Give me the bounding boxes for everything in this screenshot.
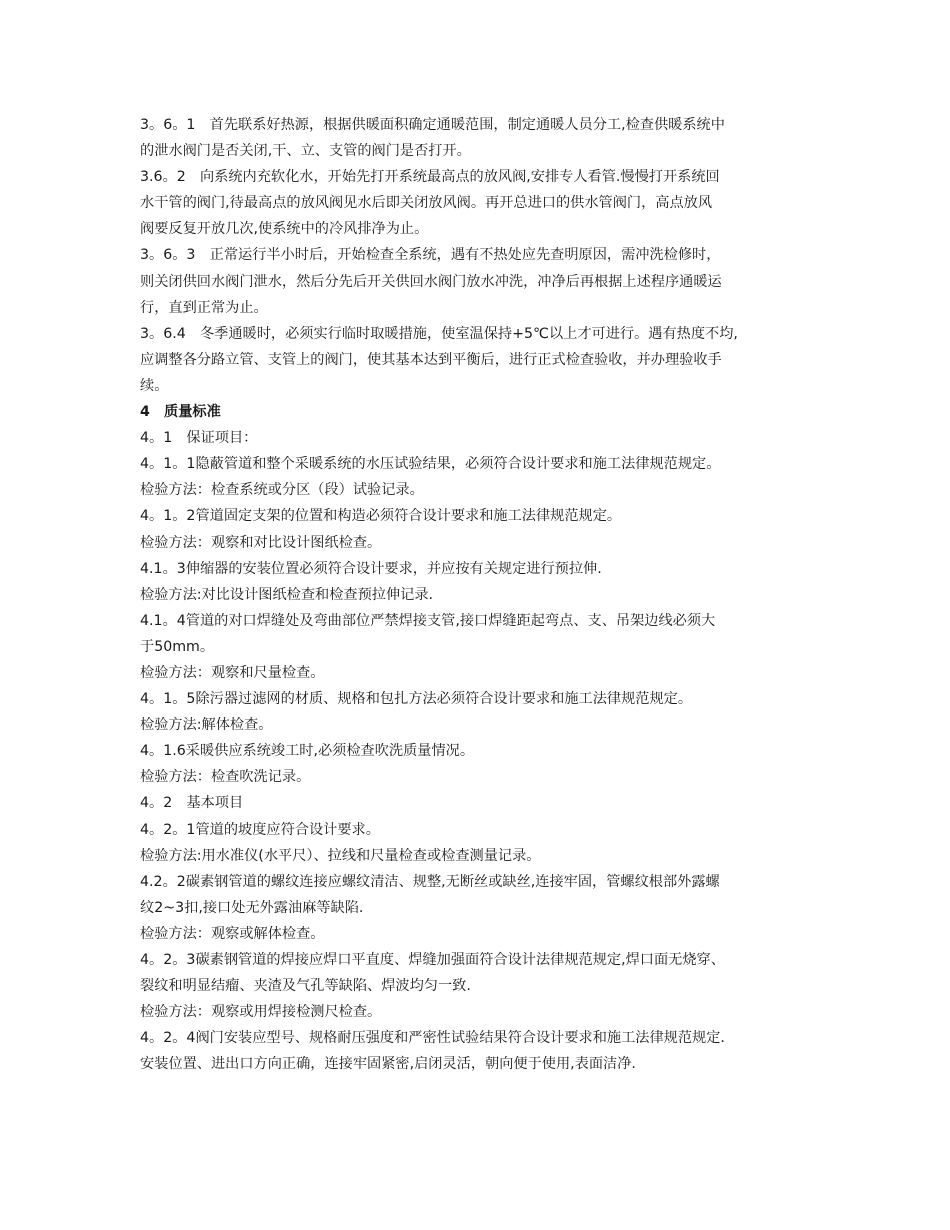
item-4-1-2: 4。1。2管道固定支架的位置和构造必须符合设计要求和施工法律规范规定。 — [140, 508, 622, 525]
item-4-1-1: 4。1。1隐蔽管道和整个采暖系统的水压试验结果，必须符合设计要求和施工法律规范规定。 — [140, 456, 721, 473]
para-3-6-1-line-1: 3。6。1 首先联系好热源，根据供暖面积确定通暖范围，制定通暖人员分工,检查供暖系统中 — [140, 117, 725, 133]
item-4-1-4-line-2: 于50mm。 — [140, 638, 215, 655]
para-3-6-4-line-1: 3。6.4 冬季通暖时，必须实行临时取暖措施，使室温保持+5℃以上才可进行。遇有热度不均, — [140, 325, 738, 342]
item-4-2-4-line-2: 安装位置、进出口方向正确，连接牢固紧密,启闭灵活，朝向便于使用,表面洁净. — [140, 1056, 636, 1073]
para-3-6-3-line-2: 则关闭供回水阀门泄水，然后分先后开关供回水阀门放水冲洗，冲净后再根据上述程序通暖运 — [140, 273, 722, 290]
section-heading-4: 4 质量标准 — [140, 404, 221, 421]
para-3-6-4-line-3: 续。 — [140, 377, 169, 394]
item-4-2-4-line-1: 4。2。4阀门安装应型号、规格耐压强度和严密性试验结果符合设计要求和施工法律规范规定. — [140, 1030, 725, 1047]
method-4-2-3: 检验方法：观察或用焊接检测尺检查。 — [140, 1004, 382, 1021]
para-3-6-4-line-2: 应调整各分路立管、支管上的阀门，使其基本达到平衡后，进行正式检查验收，并办理验收手 — [140, 351, 722, 368]
para-3-6-3-line-3: 行，直到正常为止。 — [140, 299, 268, 316]
item-4-2-3-line-2: 裂纹和明显结瘤、夹渣及气孔等缺陷、焊波均匀一致. — [140, 978, 471, 995]
item-4-1-6: 4。1.6采暖供应系统竣工时,必须检查吹洗质量情况。 — [140, 743, 475, 760]
para-3-6-1-line-2: 的泄水阀门是否关闭,干、立、支管的阀门是否打开。 — [140, 143, 471, 160]
subsection-4-1: 4。1 保证项目： — [140, 430, 258, 447]
method-4-2-1: 检验方法:用水准仪(水平尺）、拉线和尺量检查或检查测量记录。 — [140, 847, 541, 864]
item-4-1-3: 4.1。3伸缩器的安装位置必须符合设计要求，并应按有关规定进行预拉伸. — [140, 560, 602, 577]
document-body — [140, 112, 830, 1077]
para-3-6-3-line-1: 3。6。3 正常运行半小时后，开始检查全系统，遇有不热处应先查明原因，需冲洗检修时， — [140, 247, 721, 264]
item-4-2-1: 4。2。1管道的坡度应符合设计要求。 — [140, 821, 380, 838]
item-4-2-3-line-1: 4。2。3碳素钢管道的焊接应焊口平直度、焊缝加强面符合设计法律规范规定,焊口面无烧穿、 — [140, 952, 725, 968]
method-4-1-3: 检验方法:对比设计图纸检查和检查预拉伸记录. — [140, 586, 434, 603]
item-4-2-2-line-1: 4.2。2碳素钢管道的螺纹连接应螺纹清洁、规整,无断丝或缺丝,连接牢固，管螺纹根部外露螺 — [140, 873, 720, 890]
method-4-1-2: 检验方法：观察和对比设计图纸检查。 — [140, 534, 382, 551]
item-4-1-4-line-1: 4.1。4管道的对口焊缝处及弯曲部位严禁焊接支管,接口焊缝距起弯点、支、吊架边线必须大 — [140, 612, 716, 629]
item-4-2-2-line-2: 纹2~3扣,接口处无外露油麻等缺陷. — [140, 899, 364, 916]
para-3-6-2-line-3: 阀要反复开放几次,使系统中的冷风排净为止。 — [140, 221, 429, 238]
subsection-4-2: 4。2 基本项目 — [140, 795, 244, 812]
method-4-1-1: 检验方法：检查系统或分区（段）试验记录。 — [140, 482, 424, 499]
item-4-1-5: 4。1。5除污器过滤网的材质、规格和包扎方法必须符合设计要求和施工法律规范规定。 — [140, 691, 693, 708]
method-4-1-5: 检验方法:解体检查。 — [140, 717, 273, 734]
method-4-2-2: 检验方法：观察或解体检查。 — [140, 925, 325, 942]
method-4-1-4: 检验方法：观察和尺量检查。 — [140, 664, 325, 681]
para-3-6-2-line-2: 水干管的阀门,待最高点的放风阀见水后即关闭放风阀。再开总进口的供水管阀门，高点放风 — [140, 195, 713, 212]
method-4-1-6: 检验方法：检查吹洗记录。 — [140, 769, 311, 786]
para-3-6-2-line-1: 3.6。2 向系统内充软化水，开始先打开系统最高点的放风阀,安排专人看管.慢慢打开系统回 — [140, 169, 720, 186]
